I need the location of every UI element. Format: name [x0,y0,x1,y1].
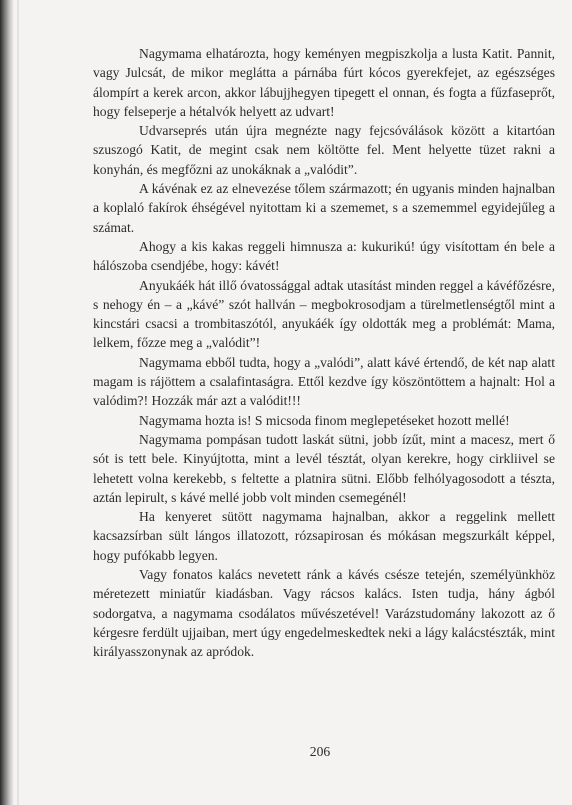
paragraph: Vagy fonatos kalács nevetett ránk a kávés csésze tetején, személyünkhöz méretezett miniatűr kiadásban. Vagy rácsos kalács. Isten tudja, hány ágból sodorgatva, a nagymama csodálatos művészetével! Varázstudomány lakozott az ő kérgesre ferdült ujjaiban, mert úgy engedelmeskedtek neki a lágy kalácstészták, mint királyasszonynak az apródok. [93,567,555,660]
paragraph: A kávénak ez az elnevezése tőlem származott; én ugyanis minden hajnalban a koplaló fakírok éhségével nyitottam ki a szememet, s a szememmel egyidejűleg a számat. [93,181,555,235]
paragraph: Anyukáék hát illő óvatossággal adtak utasítást minden reggel a kávéfőzésre, s nehogy én – a „kávé” szót hallván – megbokrosodjam a türelmetlenségtől mint a kincstári csacsi a trombitaszótól, anyukáék így oldották meg a problémát: Mama, lelkem, főzze meg a „valódit”! [93,277,555,351]
paragraph: Ahogy a kis kakas reggeli himnusza a: kukurikú! úgy visítottam én bele a hálószoba csendjébe, hogy: kávét! [93,238,555,274]
paragraph: Nagymama hozta is! S micsoda finom meglepetéseket hozott mellé! [139,412,510,428]
page-edge-shadow [0,0,14,805]
paragraph: Nagymama pompásan tudott laskát sütni, jobb ízűt, mint a macesz, mert ő sót is tett bele. Kinyújtotta, mint a levél tésztát, olyan kerekre, hogy cirkliivel se lehetett volna kerekebb, s feltette a platnira sütni. Előbb felhólyagosodott a tészta, aztán lepirult, s kávé mellé jobb volt minden csemegénél! [93,431,555,505]
page-spine [17,0,19,805]
paragraph: Udvarseprés után újra megnézte nagy fejcsóválások között a kitartóan szuszogó Katit, de megint csak nem költötte fel. Ment helyette tüzet rakni a konyhán, és megfőzni az unokáknak a „valódit”. [93,123,555,177]
paragraph: Ha kenyeret sütött nagymama hajnalban, akkor a reggelink mellett kacsazsírban sült lángos illatozott, rózsapirosan és mókásan megszurkált képpel, hogy pufókabb legyen. [93,509,555,563]
paragraph: Nagymama ebből tudta, hogy a „valódi”, alatt kávé értendő, de két nap alatt magam is rájöttem a csalafintaságra. Ettől kezdve így köszöntöttem a hajnalt: Hol a valódim?! Hozzák már azt a valódit!!! [93,354,555,409]
body-text [93,44,555,662]
page-number: 206 [309,744,331,759]
paragraph: Nagymama elhatározta, hogy keményen megpiszkolja a lusta Katit. Pannit, vagy Julcsát, de mikor meglátta a párnába fúrt kócos gyerekfejet, az egészséges álompírt a kerek arcon, akkor lábujjhegyen tipegett el onnan, és fogta a fűzfaseprőt, hogy felseperje a hétalvók helyett az udvart! [93,46,555,119]
